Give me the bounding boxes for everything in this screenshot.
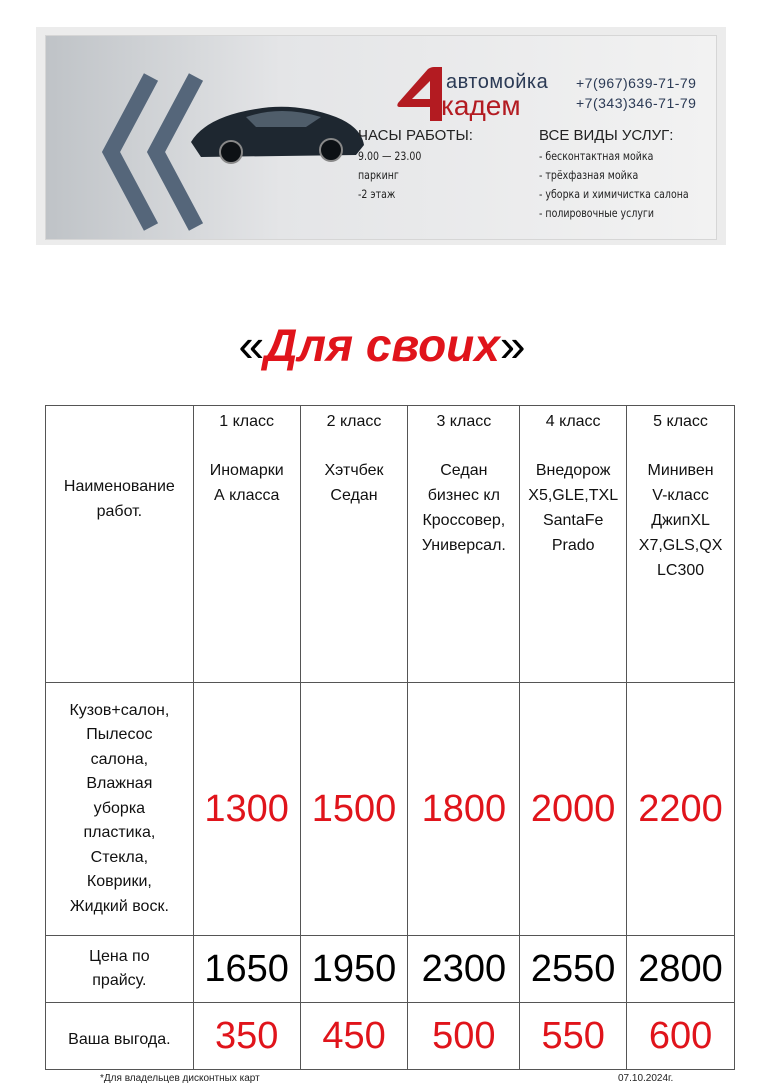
close-quote: » xyxy=(499,319,526,371)
price-cell: 2300 xyxy=(408,936,520,1003)
header-banner xyxy=(36,27,726,245)
price-cell: 550 xyxy=(520,1003,627,1070)
row-label-line: Пылесос xyxy=(86,726,153,744)
class-header-cell xyxy=(520,406,627,683)
price-cell: 1950 xyxy=(300,936,408,1003)
class-desc-line: Prado xyxy=(551,537,595,554)
class-desc xyxy=(520,458,626,558)
class-name: 5 класс xyxy=(653,413,708,430)
price-cell: 350 xyxy=(193,1003,300,1070)
brand-line1: автомойка xyxy=(446,71,549,93)
class-desc-line: Кроссовер, xyxy=(422,512,506,529)
class-desc-line: Седан xyxy=(330,487,378,504)
header-label-line: работ. xyxy=(96,503,143,520)
class-desc xyxy=(408,458,519,558)
class-desc xyxy=(627,458,734,583)
class-header-cell xyxy=(300,406,408,683)
row-label-line: Кузов+салон, xyxy=(69,701,170,719)
hours-line: паркинг xyxy=(358,168,399,182)
class-desc-line: V-класс xyxy=(652,487,709,504)
row-label-cell xyxy=(46,936,194,1003)
price-cell: 1500 xyxy=(300,683,408,936)
row-label-line: салона, xyxy=(90,750,149,768)
table-row xyxy=(46,936,735,1003)
price-cell: 2550 xyxy=(520,936,627,1003)
price-cell: 450 xyxy=(300,1003,408,1070)
service-item: - уборка и химичистка салона xyxy=(539,187,689,201)
hours-title: ЧАСЫ РАБОТЫ: xyxy=(358,127,473,144)
row-label-line: Коврики, xyxy=(86,873,152,891)
class-desc-line: Иномарки xyxy=(209,462,284,479)
row-label-cell xyxy=(46,1003,194,1070)
header-label-line: Наименование xyxy=(63,478,175,495)
header-label-cell xyxy=(46,406,194,683)
row-label-line: Ваша выгода. xyxy=(68,1030,171,1048)
class-header-cell xyxy=(193,406,300,683)
row-label-line: пластика, xyxy=(83,824,156,842)
price-cell: 500 xyxy=(408,1003,520,1070)
hours-line: 9.00 — 23.00 xyxy=(358,149,422,163)
class-desc xyxy=(301,458,408,508)
class-name: 4 класс xyxy=(545,413,601,430)
price-cell: 2000 xyxy=(520,683,627,936)
brand-line2: кадем xyxy=(441,90,521,121)
open-quote: « xyxy=(238,319,265,371)
price-table xyxy=(45,405,735,1070)
title-text: Для своих xyxy=(264,319,500,371)
phone-1[interactable]: +7(967)639-71-79 xyxy=(576,75,697,91)
class-header-cell xyxy=(408,406,520,683)
row-label-line: Влажная xyxy=(86,775,153,793)
price-cell: 2800 xyxy=(627,936,735,1003)
footer-date: 07.10.2024г. xyxy=(618,1073,674,1084)
row-label-line: уборка xyxy=(93,799,146,817)
service-item: - полировочные услуги xyxy=(539,206,655,220)
footer-note: *Для владельцев дисконтных карт xyxy=(100,1073,260,1084)
class-desc-line: Хэтчбек xyxy=(324,462,384,479)
price-cell: 1650 xyxy=(193,936,300,1003)
class-name: 2 класс xyxy=(326,413,382,430)
class-desc-line: LC300 xyxy=(656,562,705,579)
price-cell: 1800 xyxy=(408,683,520,936)
class-desc-line: бизнес кл xyxy=(427,487,500,504)
price-cell: 1300 xyxy=(193,683,300,936)
class-desc-line: Седан xyxy=(440,462,488,479)
price-cell: 600 xyxy=(627,1003,735,1070)
class-desc-line: А класса xyxy=(213,487,280,504)
row-label-line: Цена по xyxy=(89,947,150,965)
class-name: 3 класс xyxy=(436,413,492,430)
class-desc-line: Внедорож xyxy=(535,462,611,479)
phone-2[interactable]: +7(343)346-71-79 xyxy=(576,95,697,111)
page-title xyxy=(0,318,764,372)
services-title: ВСЕ ВИДЫ УСЛУГ: xyxy=(539,127,674,144)
class-desc xyxy=(194,458,300,508)
class-desc-line: X7,GLS,QX xyxy=(638,537,723,554)
hours-line: -2 этаж xyxy=(358,187,396,201)
class-desc-line: Универсал. xyxy=(421,537,506,554)
class-name: 1 класс xyxy=(219,413,275,430)
service-item: - бесконтактная мойка xyxy=(539,149,654,163)
class-desc-line: Минивен xyxy=(647,462,714,479)
table-header-row xyxy=(46,406,735,683)
row-label-line: Жидкий воск. xyxy=(69,897,169,915)
row-label-line: Стекла, xyxy=(90,848,149,866)
class-desc-line: SantaFe xyxy=(542,512,604,529)
car-image xyxy=(186,87,366,167)
class-desc-line: ДжипXL xyxy=(651,512,710,529)
row-label-cell xyxy=(46,683,194,936)
table-row xyxy=(46,683,735,936)
service-item: - трёхфазная мойка xyxy=(539,168,639,182)
class-header-cell xyxy=(627,406,735,683)
class-desc-line: X5,GLE,TXL xyxy=(528,487,619,504)
row-label-line: прайсу. xyxy=(92,972,147,989)
price-cell: 2200 xyxy=(627,683,735,936)
table-row xyxy=(46,1003,735,1070)
